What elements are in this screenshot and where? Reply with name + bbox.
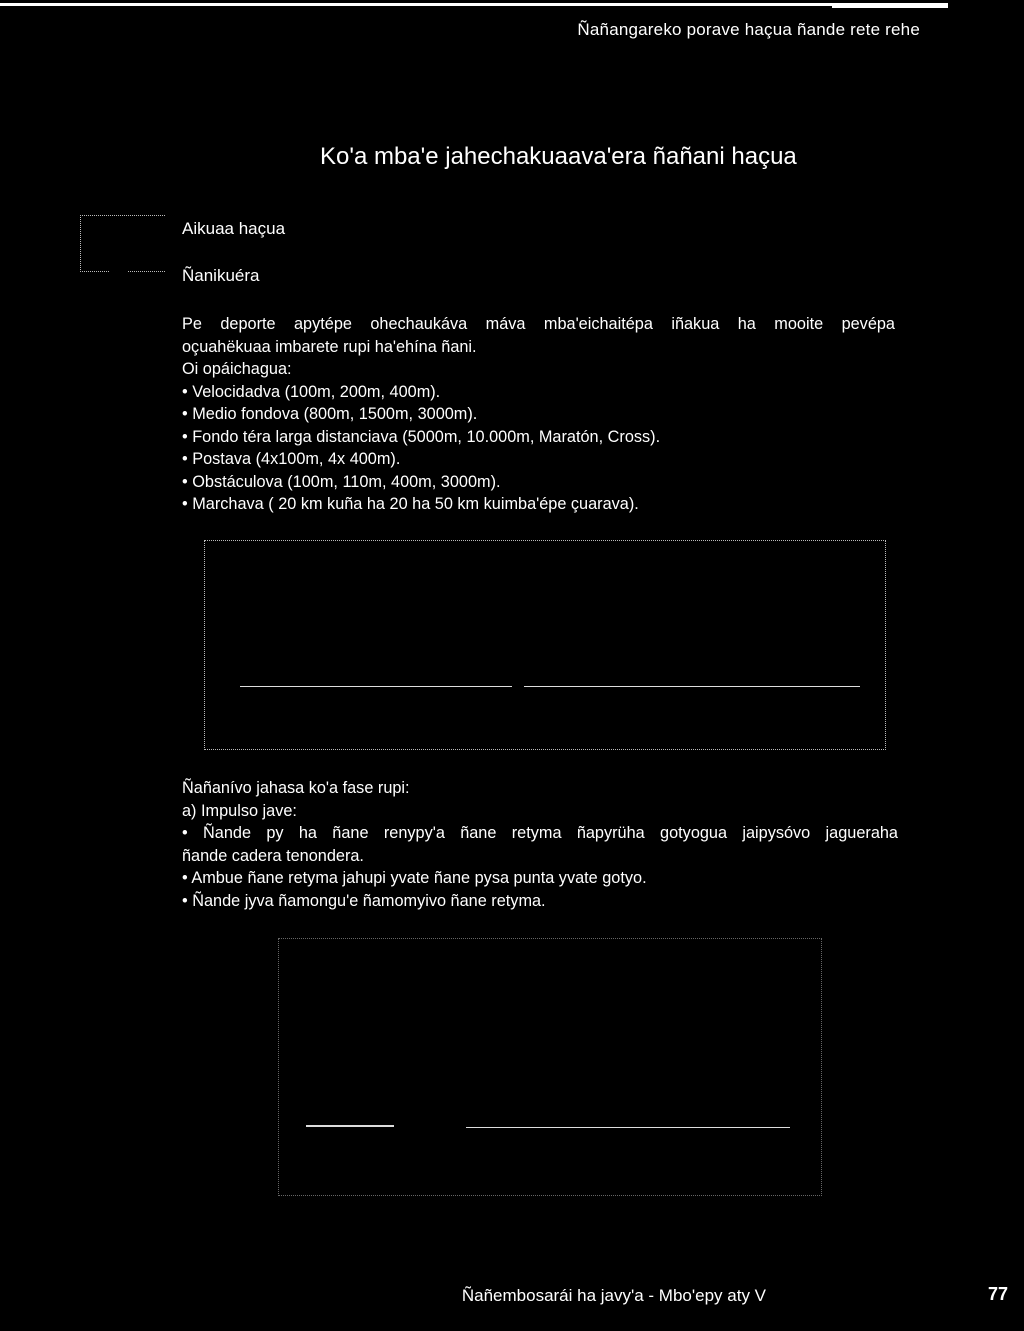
bullet: • (182, 824, 188, 842)
list-item: • Velocidadva (100m, 200m, 400m). (182, 382, 441, 401)
phases-subtitle: a) Impulso jave: (182, 801, 297, 820)
intro-line: Oi opáichagua: (182, 360, 292, 378)
footer-text: Ñañembosarái ha javy'a - Mbo'epy aty V (461, 1286, 766, 1305)
label-nanikuera: Ñanikuéra (182, 266, 260, 285)
bullet: • (182, 869, 188, 887)
top-rule (0, 3, 948, 6)
track-line (524, 686, 860, 687)
running-header: Ñañangareko porave haçua ñande rete rehe (577, 20, 920, 39)
list-item: • Obstáculova (100m, 110m, 400m, 3000m). (182, 472, 501, 491)
bullet: • (182, 891, 188, 910)
icon-box-gap (110, 268, 128, 272)
track-line (306, 1125, 394, 1127)
bullet: • (182, 382, 188, 401)
list-item: • Marchava ( 20 km kuña ha 20 ha 50 km kuimba'épe çuarava). (182, 495, 639, 513)
bullet: • (182, 472, 188, 491)
list-item: • Medio fondova (800m, 1500m, 3000m). (182, 405, 478, 423)
list-item: • Fondo téra larga distanciava (5000m, 10.000m, Maratón, Cross). (182, 427, 661, 446)
figure-placeholder-2 (278, 938, 822, 1196)
phases-paragraph (182, 777, 898, 912)
list-item: • Ñande jyva ñamongu'e ñamomyivo ñane retyma. (182, 891, 546, 910)
list-item: • Postava (4x100m, 4x 400m). (182, 450, 401, 468)
figure-placeholder-1 (204, 540, 886, 750)
page-number: 77 (987, 1284, 1008, 1304)
list-item-continuation: ñande cadera tenondera. (182, 846, 364, 865)
intro-line: Pe deporte apytépe ohechaukáva máva mba'eichaitépa iñakua ha mooite pevépa (182, 315, 895, 333)
intro-line: oçuahëkuaa imbarete rupi ha'ehína ñani. (182, 337, 477, 356)
track-line (466, 1127, 790, 1128)
top-rule-accent (832, 6, 948, 8)
bullet: • (182, 450, 188, 468)
bullet: • (182, 405, 188, 423)
list-item: • Ñande py ha ñane renypy'a ñane retyma ñapyrüha gotyogua jaipysóvo jagueraha (182, 824, 898, 842)
section-title: Ko'a mba'e jahechakuaava'era ñañani haçua (320, 143, 797, 170)
phases-title: Ñañanívo jahasa ko'a fase rupi: (182, 779, 410, 797)
bullet: • (182, 427, 188, 446)
icon-placeholder-box (80, 215, 165, 272)
intro-paragraph (182, 313, 895, 516)
list-item: • Ambue ñane retyma jahupi yvate ñane pysa punta yvate gotyo. (182, 869, 647, 887)
label-aikuaa: Aikuaa haçua (182, 219, 286, 238)
track-line (240, 686, 512, 687)
bullet: • (182, 495, 188, 513)
